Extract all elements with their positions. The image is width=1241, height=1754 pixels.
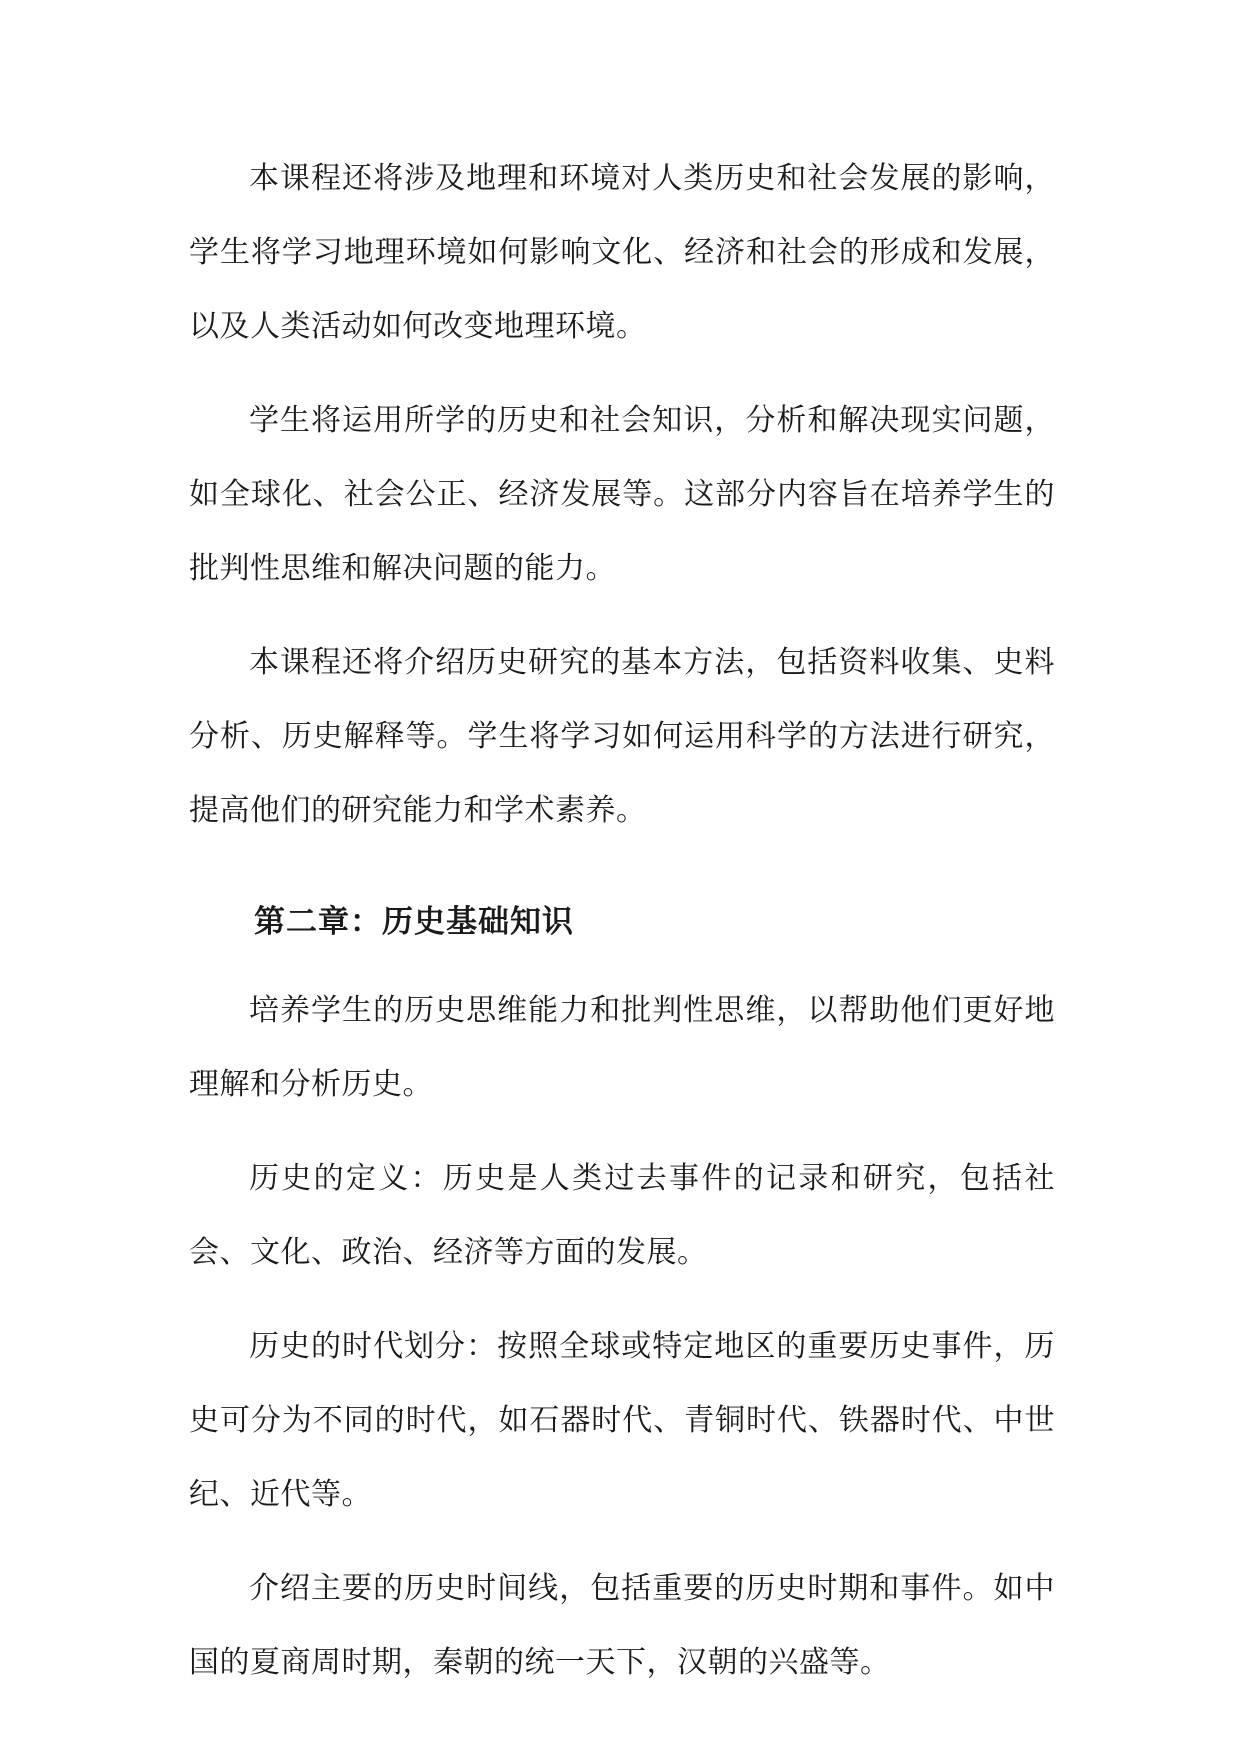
paragraph-era-division: 历史的时代划分：按照全球或特定地区的重要历史事件，历史可分为不同的时代，如石器时代、青铜时代、铁器时代、中世纪、近代等。 [189, 1329, 1055, 1512]
paragraph-timeline: 介绍主要的历史时间线，包括重要的历史时期和事件。如中国的夏商周时期，秦朝的统一天下，汉朝的兴盛等。 [189, 1571, 1055, 1680]
paragraph-real-problems: 学生将运用所学的历史和社会知识，分析和解决现实问题，如全球化、社会公正、经济发展等。这部分内容旨在培养学生的批判性思维和解决问题的能力。 [189, 403, 1055, 586]
paragraph-historical-thinking: 培养学生的历史思维能力和批判性思维，以帮助他们更好地理解和分析历史。 [189, 993, 1055, 1102]
paragraph-geography-influence: 本课程还将涉及地理和环境对人类历史和社会发展的影响，学生将学习地理环境如何影响文化、经济和社会的形成和发展，以及人类活动如何改变地理环境。 [189, 161, 1055, 344]
document-body [189, 142, 1055, 1720]
paragraph-history-definition: 历史的定义：历史是人类过去事件的记录和研究，包括社会、文化、政治、经济等方面的发展。 [189, 1161, 1055, 1270]
paragraph-research-methods: 本课程还将介绍历史研究的基本方法，包括资料收集、史料分析、历史解释等。学生将学习如何运用科学的方法进行研究，提高他们的研究能力和学术素养。 [189, 645, 1055, 828]
chapter-heading: 第二章：历史基础知识 [254, 904, 574, 940]
